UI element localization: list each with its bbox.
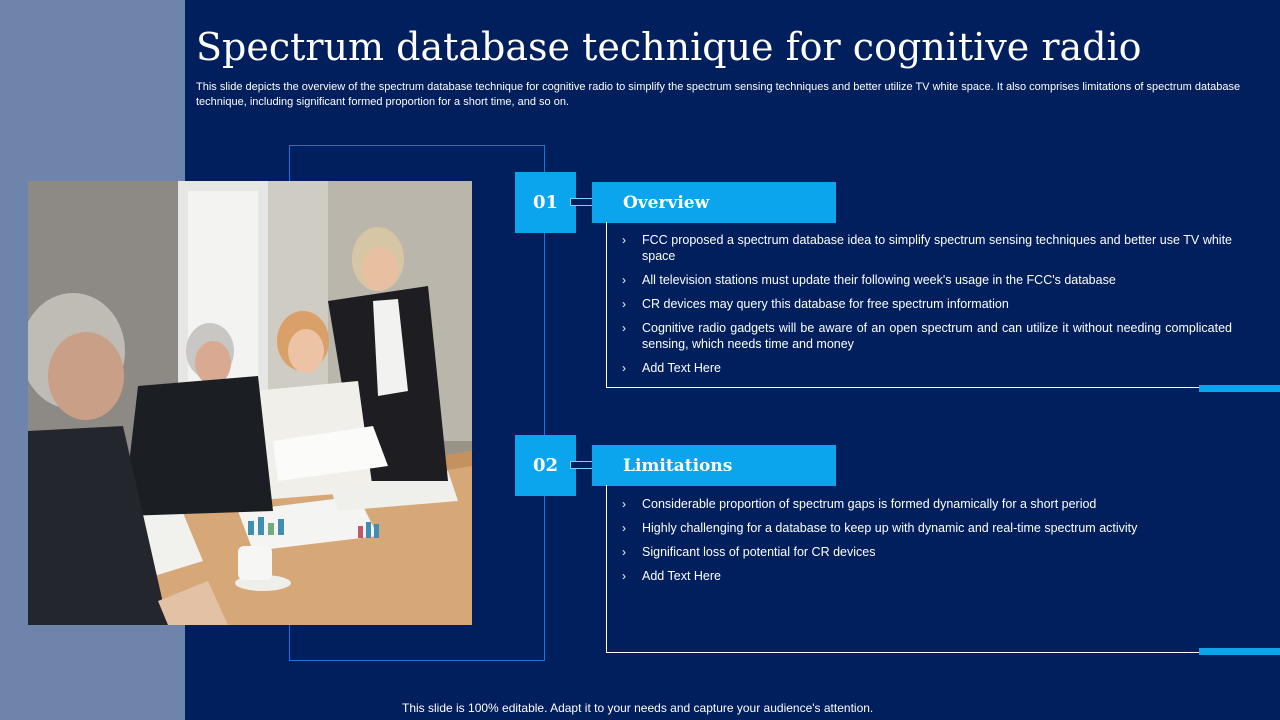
chevron-right-icon: › [622, 273, 626, 287]
chevron-right-icon: › [622, 297, 626, 311]
slide-subtitle: This slide depicts the overview of the spectrum database technique for cognitive radio to simplify the spectrum sensing techniques and better utilize TV white space. It also comprises limitations of spectrum database technique, including significant formed proportion for a short time, and so on. [196, 81, 1241, 108]
section-heading-overview: Overview [592, 182, 836, 223]
list-item: › Add Text Here [622, 361, 721, 375]
list-item: › Significant loss of potential for CR devices [622, 545, 876, 559]
list-item: › All television stations must update their following week's usage in the FCC's database [622, 273, 1116, 287]
chevron-right-icon: › [622, 569, 626, 583]
limitations-accent-bar [1199, 648, 1280, 655]
limitations-bullet-list [622, 496, 1232, 592]
list-item: › Considerable proportion of spectrum gaps is formed dynamically for a short period [622, 497, 1097, 511]
overview-bullet-list [622, 232, 1232, 384]
list-item: › FCC proposed a spectrum database idea to simplify spectrum sensing techniques and better use TV white space [622, 233, 1232, 263]
overview-accent-bar [1199, 385, 1280, 392]
chevron-right-icon: › [622, 545, 626, 559]
chevron-right-icon: › [622, 497, 626, 511]
section-heading-limitations: Limitations [592, 445, 836, 486]
list-item: › Cognitive radio gadgets will be aware of an open spectrum and can utilize it without needing complicated sensing, which needs time and money [622, 321, 1232, 351]
slide-footer: This slide is 100% editable. Adapt it to your needs and capture your audience's attention. [402, 701, 874, 715]
list-item: › Highly challenging for a database to keep up with dynamic and real-time spectrum activity [622, 521, 1138, 535]
section-number-02: 02 [515, 435, 576, 496]
list-item: › CR devices may query this database for free spectrum information [622, 297, 1009, 311]
section-number-01: 01 [515, 172, 576, 233]
slide-title: Spectrum database technique for cognitive radio [196, 25, 1142, 69]
chevron-right-icon: › [622, 233, 626, 247]
chevron-right-icon: › [622, 321, 626, 335]
chevron-right-icon: › [622, 361, 626, 375]
list-item: › Add Text Here [622, 569, 721, 583]
chevron-right-icon: › [622, 521, 626, 535]
business-meeting-photo [28, 181, 472, 625]
